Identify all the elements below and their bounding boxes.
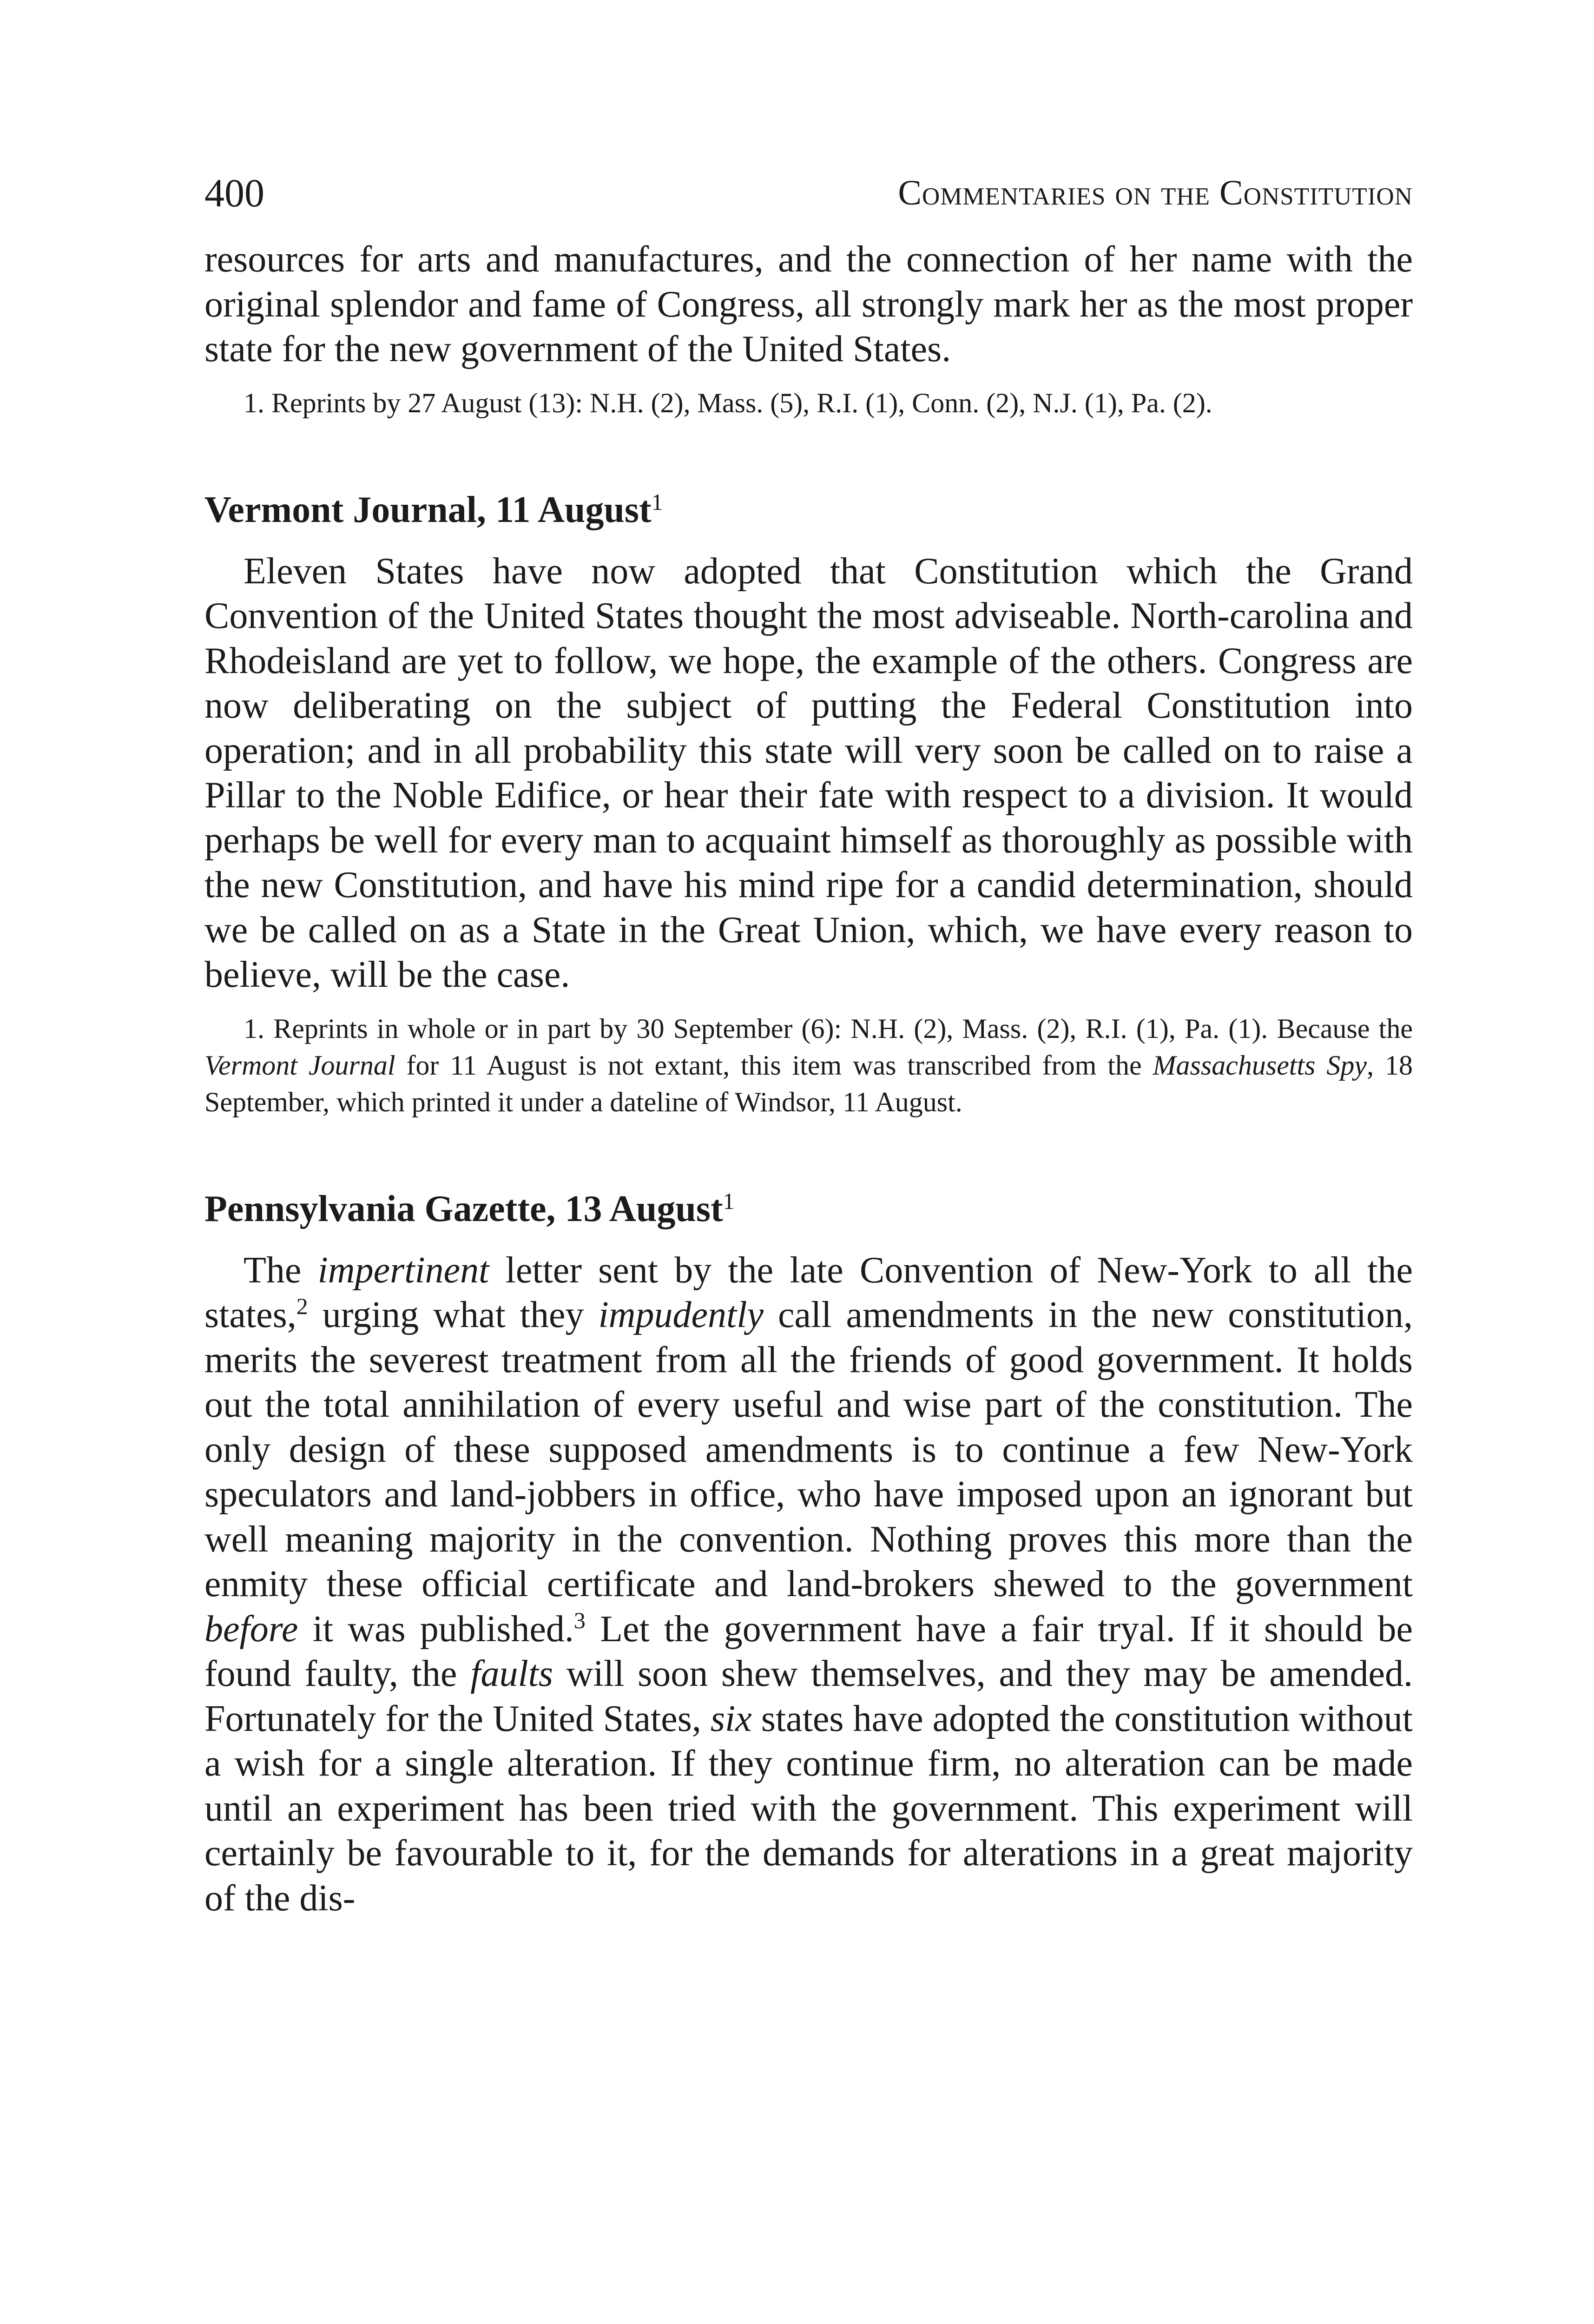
text-run: will soon shew themselves, and they may be amended. Fortunately for the United States, bbox=[204, 1653, 1413, 1739]
running-title: Commentaries on the Constitution bbox=[898, 173, 1413, 212]
pennsylvania-gazette-paragraph bbox=[204, 1248, 1413, 1921]
vermont-heading-text: Vermont Journal, 11 August bbox=[204, 489, 652, 530]
italic-run: six bbox=[710, 1698, 752, 1739]
vermont-journal-heading bbox=[204, 487, 1413, 533]
vermont-journal-paragraph: Eleven States have now adopted that Constitution which the Grand Convention of the United States thought the most adviseable. North-carolina and Rhodeisland are yet to follow, we hope, the example of the others. Congress are now deliberating on the subject of putting the Federal Constitution into operation; and in all probability this state will very soon be called on to raise a Pillar to the Noble Edifice, or hear their fate with respect to a division. It would perhaps be well for every man to acquaint himself as thoroughly as possible with the new Constitution, and have his mind ripe for a candid determination, should we be called on as a State in the Great Union, which, we have every reason to believe, will be the case. bbox=[204, 550, 1413, 995]
vermont-note-italic: Massachusetts Spy bbox=[1153, 1050, 1367, 1081]
carryover-paragraph: resources for arts and manufactures, and the connection of her name with the original splendor and fame of Congress, all strongly mark her as the most proper state for the new government of the United States. bbox=[204, 239, 1413, 370]
vermont-note-part: for 11 August is not extant, this item was transcribed from the bbox=[395, 1050, 1153, 1081]
running-head bbox=[204, 167, 1413, 218]
vermont-note-part: 1. Reprints in whole or in part by 30 September (6): N.H. (2), Mass. (2), R.I. (1), Pa. (1). Because the bbox=[244, 1013, 1413, 1044]
pennsylvania-gazette-heading bbox=[204, 1186, 1413, 1232]
italic-run: impertinent bbox=[317, 1249, 489, 1291]
text-run: The bbox=[244, 1249, 318, 1291]
vermont-journal-footnote bbox=[204, 1010, 1413, 1121]
text-run: call amendments in the new constitution, merits the severest treatment from all the friends of good government. It holds out the total annihilation of every useful and wise part of the constitution. The only design of these supposed amendments is to continue a few New-York speculators and land-jobbers in office, who have imposed upon an ignorant but well meaning majority in the convention. Nothing proves this more than the enmity these official certificate and land-brokers shewed to the government bbox=[204, 1294, 1413, 1604]
pennsylvania-heading-text: Pennsylvania Gazette, 13 August bbox=[204, 1188, 723, 1229]
footnote-mark: 2 bbox=[296, 1293, 308, 1319]
text-run: it was published. bbox=[298, 1608, 574, 1650]
vermont-heading-note-mark: 1 bbox=[651, 489, 663, 515]
pennsylvania-heading-note-mark: 1 bbox=[723, 1188, 735, 1214]
text-run: urging what they bbox=[308, 1294, 599, 1335]
document-page bbox=[204, 167, 1413, 1921]
vermont-note-italic: Vermont Journal bbox=[204, 1050, 395, 1081]
carryover-footnote: 1. Reprints by 27 August (13): N.H. (2), Mass. (5), R.I. (1), Conn. (2), N.J. (1), Pa. (2). bbox=[244, 387, 1212, 418]
italic-run: faults bbox=[470, 1653, 553, 1694]
vermont-note-part: , 18 September, which printed it under a dateline of Windsor, 11 August. bbox=[204, 1050, 1413, 1117]
page-number: 400 bbox=[204, 171, 264, 215]
italic-run: before bbox=[204, 1608, 298, 1650]
footnote-mark: 3 bbox=[573, 1607, 586, 1633]
italic-run: impudently bbox=[598, 1294, 764, 1335]
text-run: letter sent by the late Convention of New-York to all the states, bbox=[204, 1249, 1413, 1335]
text-run: Let the government have a fair tryal. If it should be found faulty, the bbox=[204, 1608, 1413, 1694]
text-run: states have adopted the constitution without a wish for a single alteration. If they continue firm, no alteration can be made until an experiment has been tried with the government. This experiment will certainly be favourable to it, for the demands for alterations in a great majority of the dis- bbox=[204, 1698, 1413, 1919]
